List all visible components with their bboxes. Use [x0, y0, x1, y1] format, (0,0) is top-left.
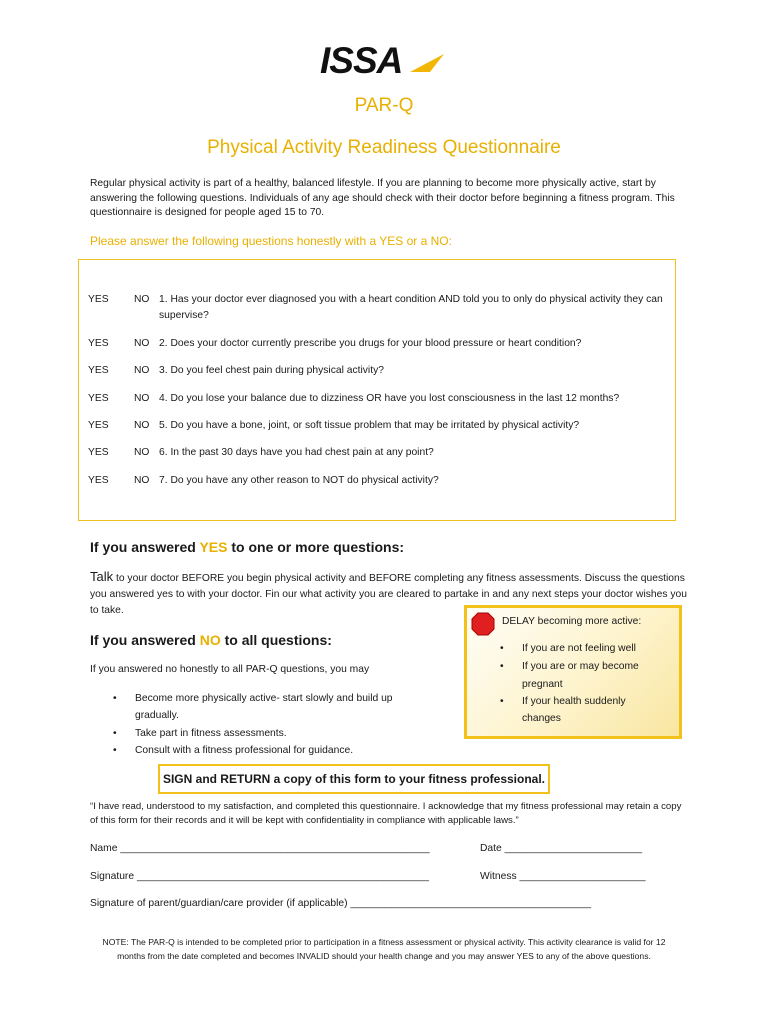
form-title: PAR-Q	[354, 95, 414, 116]
yes-option[interactable]: YES	[88, 475, 109, 486]
form-subtitle: Physical Activity Readiness Questionnaire	[207, 137, 561, 158]
no-section-heading: If you answered NO to all questions:	[90, 632, 332, 648]
list-item: • If you are not feeling well	[500, 641, 675, 657]
question-row	[88, 473, 688, 489]
no-option[interactable]: NO	[134, 475, 150, 486]
question-row	[88, 445, 688, 461]
no-section-intro: If you answered no honestly to all PAR-Q questions, you may	[90, 664, 370, 675]
question-text: 6. In the past 30 days have you had chest pain at any point?	[159, 447, 434, 458]
svg-text:ISSA: ISSA	[320, 42, 403, 78]
validity-note: NOTE: The PAR-Q is intended to be completed prior to participation in a fitness assessment or physical activity. This activity clearance is valid for 12 months from the date completed and becomes INVALID should your health change and you may answer YES to any of the above questions.	[102, 937, 666, 961]
no-option[interactable]: NO	[134, 447, 150, 458]
list-item: • If you are or may become pregnant	[500, 661, 639, 690]
question-row	[88, 418, 688, 434]
yes-option[interactable]: YES	[88, 338, 109, 349]
bullet-icon: •	[113, 693, 117, 704]
declaration-text: “I have read, understood to my satisfaction, and completed this questionnaire. I acknowledge that my fitness professional may retain a copy of this form for their records and it will be kept with confidentiality in compliance with applicable laws.”	[90, 801, 682, 826]
yes-option[interactable]: YES	[88, 420, 109, 431]
yes-option[interactable]: YES	[88, 447, 109, 458]
question-row	[88, 336, 688, 352]
delay-title: DELAY becoming more active:	[502, 616, 642, 627]
question-text: 3. Do you feel chest pain during physical activity?	[159, 365, 384, 376]
yes-section-body: Talk to your doctor BEFORE you begin physical activity and BEFORE completing any fitness assessments. Discuss the questions you answered yes to with your doctor. Fin our what activity you are cleared to partake in and any next steps your doctor wishes you to take.	[90, 569, 687, 616]
issa-logo	[318, 42, 448, 78]
bullet-icon: •	[113, 745, 117, 756]
list-item: • Take part in fitness assessments.	[113, 726, 453, 742]
no-option[interactable]: NO	[134, 420, 150, 431]
yes-option[interactable]: YES	[88, 365, 109, 376]
bullet-icon: •	[500, 643, 504, 654]
question-row	[88, 391, 688, 407]
list-item: • Become more physically active- start slowly and build up gradually.	[113, 693, 393, 721]
instruction-text: Please answer the following questions honestly with a YES or a NO:	[90, 234, 452, 248]
stop-sign-icon	[471, 612, 495, 636]
date-field[interactable]: Date ________________________	[480, 843, 643, 854]
signature-field[interactable]: Signature ___________________________________________________	[90, 871, 429, 882]
yes-option[interactable]: YES	[88, 294, 109, 305]
question-row	[88, 363, 688, 379]
no-option[interactable]: NO	[134, 294, 150, 305]
yes-section-heading: If you answered YES to one or more questions:	[90, 539, 405, 555]
bullet-icon: •	[500, 696, 504, 707]
question-row	[88, 292, 688, 326]
question-text: 4. Do you lose your balance due to dizziness OR have you lost consciousness in the last 12 months?	[159, 393, 620, 404]
question-text: 7. Do you have any other reason to NOT do physical activity?	[159, 475, 439, 486]
list-item: • If your health suddenly changes	[500, 696, 626, 724]
sign-return-banner: SIGN and RETURN a copy of this form to your fitness professional.	[158, 764, 550, 794]
question-text: 5. Do you have a bone, joint, or soft tissue problem that may be irritated by physical activity?	[159, 420, 580, 431]
list-item: • Consult with a fitness professional for guidance.	[113, 743, 453, 759]
question-text: 2. Does your doctor currently prescribe you drugs for your blood pressure or heart condition?	[159, 338, 582, 349]
no-option[interactable]: NO	[134, 338, 150, 349]
yes-option[interactable]: YES	[88, 393, 109, 404]
no-option[interactable]: NO	[134, 365, 150, 376]
bullet-icon: •	[113, 728, 117, 739]
witness-field[interactable]: Witness ______________________	[480, 871, 646, 882]
bullet-icon: •	[500, 661, 504, 672]
name-field[interactable]: Name ______________________________________________________	[90, 843, 430, 854]
question-text: 1. Has your doctor ever diagnosed you with a heart condition AND told you to only do physical activity they can supervise?	[159, 294, 663, 321]
logo-swoosh-icon	[410, 54, 444, 72]
guardian-signature-field[interactable]: Signature of parent/guardian/care provider (if applicable) __________________________________________	[90, 898, 591, 909]
no-option[interactable]: NO	[134, 393, 150, 404]
intro-paragraph: Regular physical activity is part of a healthy, balanced lifestyle. If you are planning to become more physically active, start by answering the following questions. Individuals of any age should check with their doctor before beginning a fitness program. This questionnaire is designed for people aged 15 to 70.	[90, 178, 675, 218]
